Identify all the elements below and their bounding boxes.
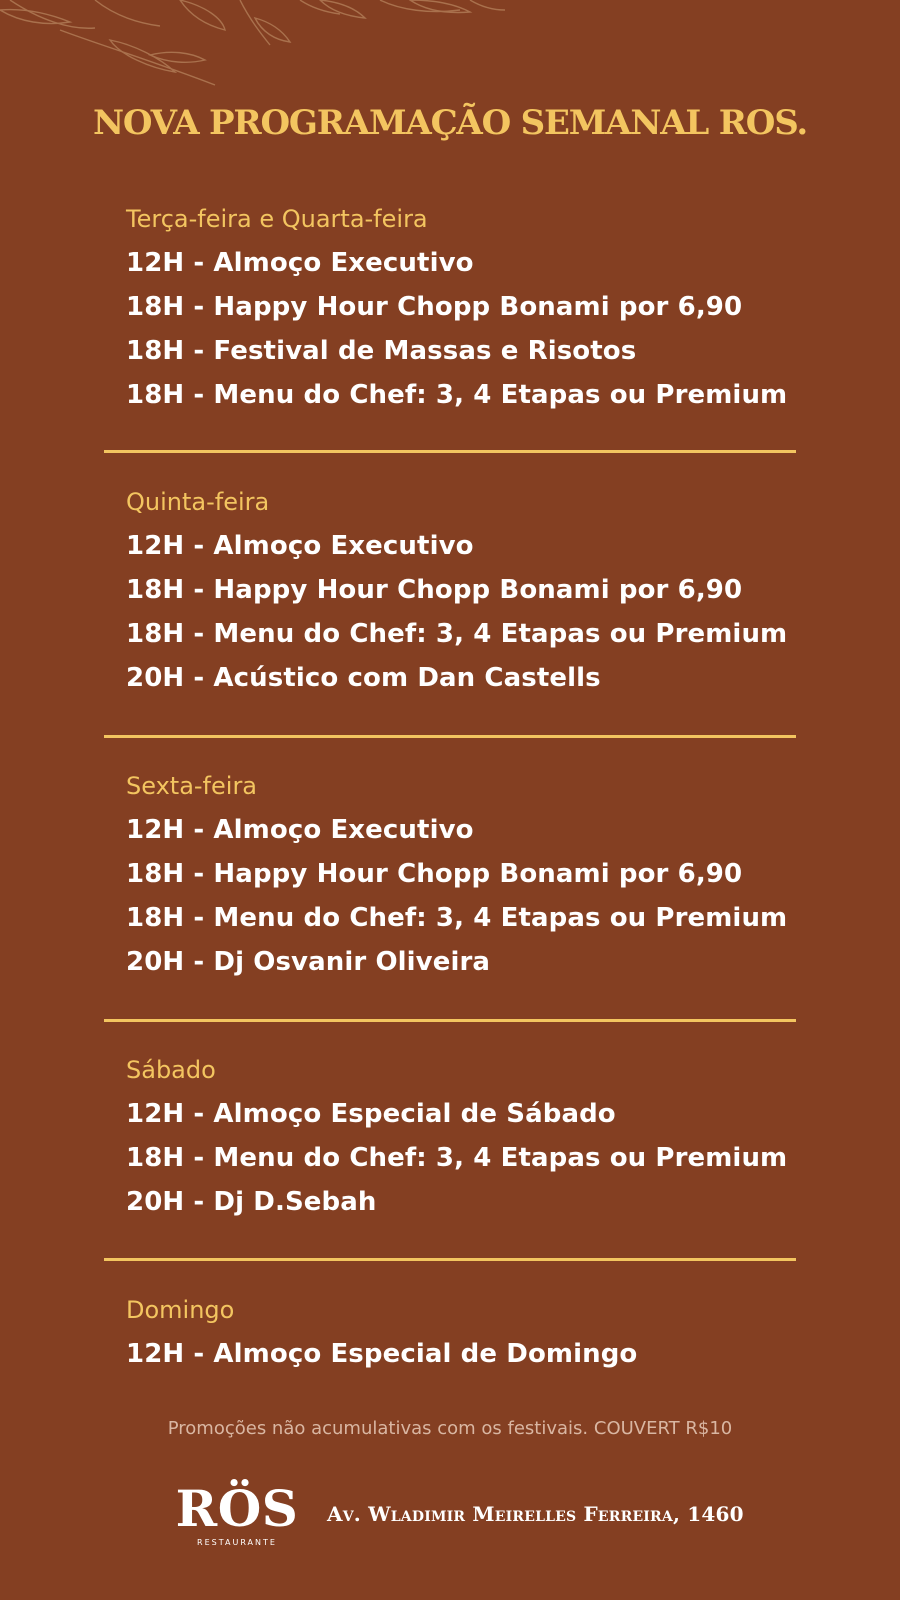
botanical-decoration-icon xyxy=(0,0,520,100)
section-divider xyxy=(104,735,796,738)
event-item: 12H - Almoço Executivo xyxy=(126,248,474,278)
event-item: 12H - Almoço Executivo xyxy=(126,815,474,845)
disclaimer-text: Promoções não acumulativas com os festivais. COUVERT R$10 xyxy=(167,1418,733,1439)
event-item: 20H - Dj D.Sebah xyxy=(126,1187,377,1217)
section-divider xyxy=(104,1258,796,1261)
event-item: 18H - Menu do Chef: 3, 4 Etapas ou Premium xyxy=(126,619,788,649)
day-label: Terça-feira e Quarta-feira xyxy=(126,205,428,233)
day-label: Sábado xyxy=(126,1056,216,1084)
section-divider xyxy=(104,1019,796,1022)
page-title: NOVA PROGRAMAÇÃO SEMANAL ROS. xyxy=(92,103,807,143)
address-text: Av. Wladimir Meirelles Ferreira, 1460 xyxy=(327,1502,744,1526)
logo-subtitle: RESTAURANTE xyxy=(197,1538,277,1547)
event-item: 12H - Almoço Especial de Sábado xyxy=(126,1099,616,1129)
event-item: 12H - Almoço Executivo xyxy=(126,531,474,561)
event-item: 18H - Menu do Chef: 3, 4 Etapas ou Premium xyxy=(126,1143,788,1173)
day-label: Domingo xyxy=(126,1296,235,1324)
day-label: Sexta-feira xyxy=(126,772,258,800)
section-divider xyxy=(104,450,796,453)
restaurant-logo xyxy=(172,1479,302,1547)
logo-name: RÖS xyxy=(175,1479,299,1538)
event-item: 20H - Dj Osvanir Oliveira xyxy=(126,947,491,977)
event-item: 20H - Acústico com Dan Castells xyxy=(126,663,601,693)
event-item: 18H - Menu do Chef: 3, 4 Etapas ou Premium xyxy=(126,380,788,410)
event-item: 18H - Festival de Massas e Risotos xyxy=(126,336,637,366)
event-item: 18H - Happy Hour Chopp Bonami por 6,90 xyxy=(126,859,743,889)
event-item: 18H - Happy Hour Chopp Bonami por 6,90 xyxy=(126,292,743,322)
event-item: 12H - Almoço Especial de Domingo xyxy=(126,1339,638,1369)
day-label: Quinta-feira xyxy=(126,488,270,516)
event-item: 18H - Menu do Chef: 3, 4 Etapas ou Premium xyxy=(126,903,788,933)
event-item: 18H - Happy Hour Chopp Bonami por 6,90 xyxy=(126,575,743,605)
